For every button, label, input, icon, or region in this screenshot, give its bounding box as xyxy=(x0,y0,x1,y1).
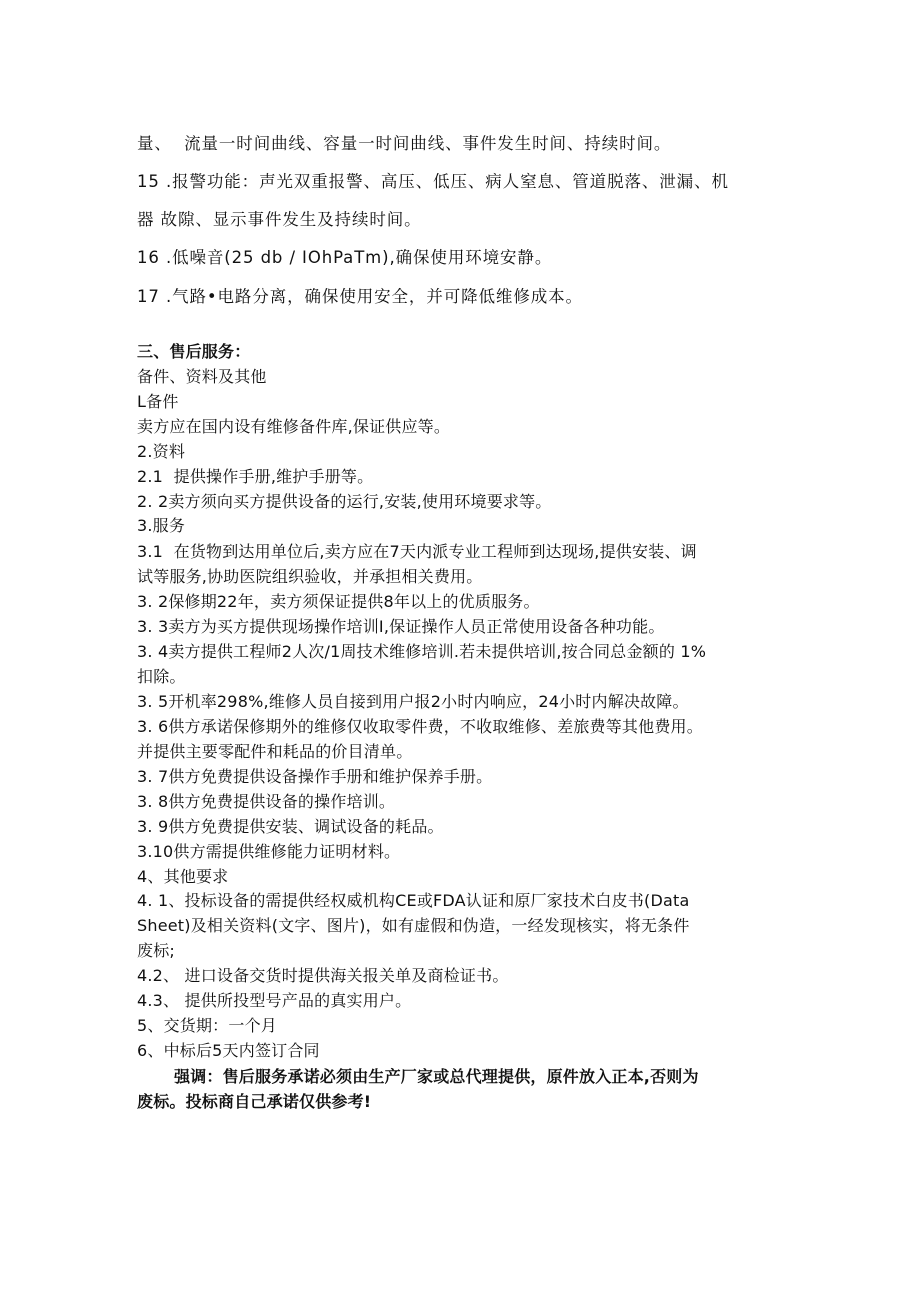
service-line: 3. 6供方承诺保修期外的维修仅收取零件费，不收取维修、差旅费等其他费用。 xyxy=(137,717,703,736)
service-line: 4.2、 进口设备交货时提供海关报关单及商检证书。 xyxy=(137,966,509,985)
service-line: 3. 4卖方提供工程师2人次/1周技术维修培训.若未提供培训,按合同总金额的 1% xyxy=(137,642,707,661)
section-heading: 三、售后服务： xyxy=(137,342,251,361)
spec-line-15: 15 .报警功能：声光双重报警、高压、低压、病人窒息、管道脱落、泄漏、机 xyxy=(137,172,729,191)
service-line: 废标; xyxy=(137,941,175,960)
service-line: 2. 2卖方须向买方提供设备的运行,安装,使用环境要求等。 xyxy=(137,492,552,511)
emphasis-line-2: 废标。投标商自己承诺仅供参考! xyxy=(137,1092,372,1111)
service-line: L备件 xyxy=(137,392,179,411)
service-line: 3.1 在货物到达用单位后,卖方应在7天内派专业工程师到达现场,提供安装、调 xyxy=(137,542,697,561)
spec-line-17: 17 .气路•电路分离，确保使用安全，并可降低维修成本。 xyxy=(137,287,583,306)
service-line: 试等服务,协助医院组织验收，并承担相关费用。 xyxy=(137,567,483,586)
service-line: 3. 7供方免费提供设备操作手册和维护保养手册。 xyxy=(137,767,493,786)
service-line: 3.服务 xyxy=(137,516,186,535)
emphasis-line-1: 强调：售后服务承诺必须由生产厂家或总代理提供，原件放入正本,否则为 xyxy=(174,1067,699,1086)
spec-line-15-cont: 器 故隙、显示事件发生及持续时间。 xyxy=(137,210,422,229)
service-line: 备件、资料及其他 xyxy=(137,367,267,386)
service-line: 卖方应在国内设有维修备件库,保证供应等。 xyxy=(137,417,451,436)
service-line: 2.1 提供操作手册,维护手册等。 xyxy=(137,467,374,486)
service-line: 3.10供方需提供维修能力证明材料。 xyxy=(137,842,401,861)
service-line: 2.资料 xyxy=(137,442,186,461)
service-line: 4.3、 提供所投型号产品的真实用户。 xyxy=(137,991,412,1010)
service-line: 6、中标后5天内签订合同 xyxy=(137,1041,320,1060)
service-line: 4. 1、投标设备的需提供经权威机构CE或FDA认证和原厂家技术白皮书(Data xyxy=(137,891,690,910)
service-line: 5、交货期：一个月 xyxy=(137,1016,277,1035)
spec-line-1: 量、 流量一时间曲线、容量一时间曲线、事件发生时间、持续时间。 xyxy=(137,134,672,153)
service-line: 并提供主要零配件和耗品的价目清单。 xyxy=(137,742,413,761)
service-line: 3. 8供方免费提供设备的操作培训。 xyxy=(137,792,396,811)
service-line: 3. 5开机率298%,维修人员自接到用户报2小时内响应，24小时内解决故障。 xyxy=(137,692,689,711)
spec-line-16: 16 .低噪音(25 db / IOhPaTm),确保使用环境安静。 xyxy=(137,248,553,267)
service-line: 4、其他要求 xyxy=(137,867,229,886)
service-line: Sheet)及相关资料(文字、图片)，如有虚假和伪造，一经发现核实，将无条件 xyxy=(137,916,690,935)
service-line: 3. 3卖方为买方提供现场操作培训I,保证操作人员正常使用设备各种功能。 xyxy=(137,617,665,636)
service-line: 扣除。 xyxy=(137,667,186,686)
service-line: 3. 9供方免费提供安装、调试设备的耗品。 xyxy=(137,817,444,836)
service-line: 3. 2保修期22年，卖方须保证提供8年以上的优质服务。 xyxy=(137,592,540,611)
